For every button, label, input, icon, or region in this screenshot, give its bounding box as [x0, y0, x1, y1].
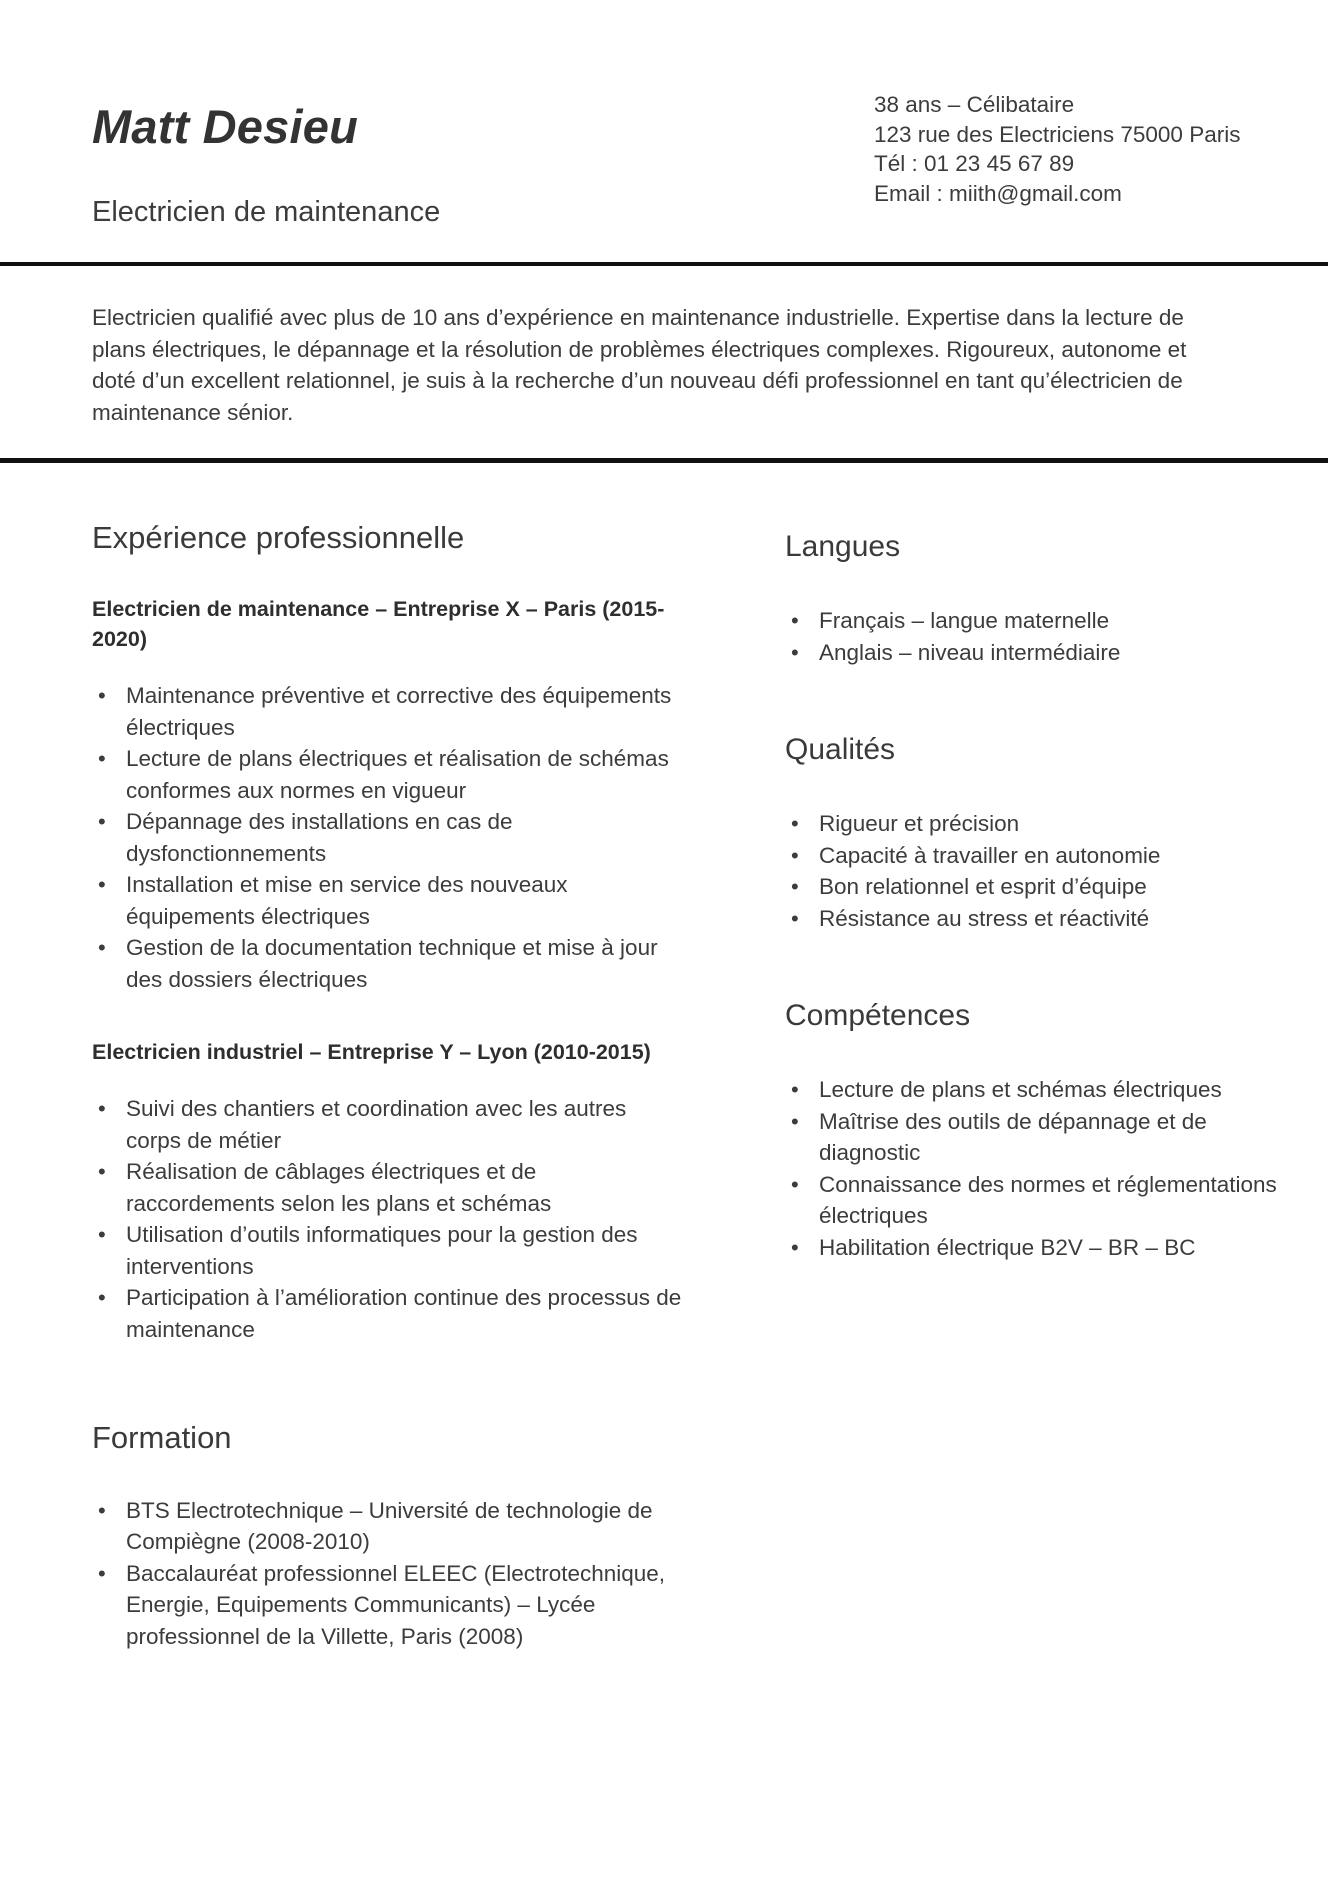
summary-section	[0, 266, 1328, 458]
candidate-name: Matt Desieu	[92, 100, 358, 153]
list-item: • Baccalauréat professionnel ELEEC (Electrotechnique, Energie, Equipements Communicants) – Lycée professionnel de la Villette, Paris (2008)	[92, 1558, 687, 1653]
competences-list	[785, 1074, 1288, 1263]
list-item: • Bon relationnel et esprit d’équipe	[785, 871, 1288, 903]
list-item: • Rigueur et précision	[785, 808, 1288, 840]
competences-section	[785, 998, 1288, 1263]
section-title-formation: Formation	[92, 1420, 232, 1456]
list-item: • BTS Electrotechnique – Université de technologie de Compiègne (2008-2010)	[92, 1495, 687, 1558]
contact-block	[874, 86, 1264, 208]
list-item: • Lecture de plans et schémas électriques	[785, 1074, 1288, 1106]
list-item: • Maîtrise des outils de dépannage et de diagnostic	[785, 1106, 1288, 1169]
list-item: • Utilisation d’outils informatiques pour la gestion des interventions	[92, 1219, 687, 1282]
list-item: • Participation à l’amélioration continue des processus de maintenance	[92, 1282, 687, 1345]
candidate-job-title: Electricien de maintenance	[92, 196, 441, 229]
list-item: • Habilitation électrique B2V – BR – BC	[785, 1232, 1288, 1264]
list-item: • Suivi des chantiers et coordination avec les autres corps de métier	[92, 1093, 687, 1156]
experience-entry	[92, 594, 687, 995]
section-title-langues: Langues	[785, 530, 901, 564]
resume-body	[0, 463, 1328, 1652]
summary-text: Electricien qualifié avec plus de 10 ans d’expérience en maintenance industrielle. Expertise dans la lecture de plans électriques, le dépannage et la résolution de problèmes électriques complexes. Rigoureux, autonome et doté d’un excellent relationnel, je suis à la recherche d’un nouveau défi professionnel en tant qu’électricien de maintenance sénior.	[92, 305, 1187, 425]
list-item: • Maintenance préventive et corrective des équipements électriques	[92, 680, 687, 743]
section-title-competences: Compétences	[785, 999, 971, 1033]
list-item: • Connaissance des normes et réglementations électriques	[785, 1169, 1288, 1232]
list-item: • Capacité à travailler en autonomie	[785, 840, 1288, 872]
experience-bullet-list	[92, 680, 687, 995]
contact-age-status: 38 ans – Célibataire	[874, 92, 1075, 117]
experience-bullet-list	[92, 1093, 687, 1345]
list-item: • Réalisation de câblages électriques et de raccordements selon les plans et schémas	[92, 1156, 687, 1219]
list-item: • Dépannage des installations en cas de dysfonctionnements	[92, 806, 687, 869]
langues-list	[785, 605, 1288, 668]
list-item: • Résistance au stress et réactivité	[785, 903, 1288, 935]
experience-job-heading: Electricien de maintenance – Entreprise X – Paris (2015-2020)	[92, 597, 665, 652]
experience-job-heading: Electricien industriel – Entreprise Y – Lyon (2010-2015)	[92, 1040, 651, 1065]
list-item: • Anglais – niveau intermédiaire	[785, 637, 1288, 669]
list-item: • Installation et mise en service des nouveaux équipements électriques	[92, 869, 687, 932]
experience-entry	[92, 1037, 687, 1345]
contact-email: Email : miith@gmail.com	[874, 180, 1122, 206]
section-title-qualites: Qualités	[785, 733, 896, 767]
left-column	[92, 519, 717, 1652]
qualites-list	[785, 808, 1288, 934]
langues-section	[785, 529, 1288, 668]
list-item: • Gestion de la documentation technique et mise à jour des dossiers électriques	[92, 932, 687, 995]
contact-phone: Tél : 01 23 45 67 89	[874, 151, 1075, 176]
resume-header	[0, 0, 1328, 230]
section-title-experience: Expérience professionnelle	[92, 520, 465, 556]
identity-block	[92, 86, 440, 230]
right-column	[717, 519, 1288, 1327]
list-item: • Français – langue maternelle	[785, 605, 1288, 637]
qualites-section	[785, 732, 1288, 934]
list-item: • Lecture de plans électriques et réalisation de schémas conformes aux normes en vigueur	[92, 743, 687, 806]
formation-list	[92, 1495, 687, 1653]
contact-address: 123 rue des Electriciens 75000 Paris	[874, 121, 1241, 147]
formation-section	[92, 1419, 687, 1652]
